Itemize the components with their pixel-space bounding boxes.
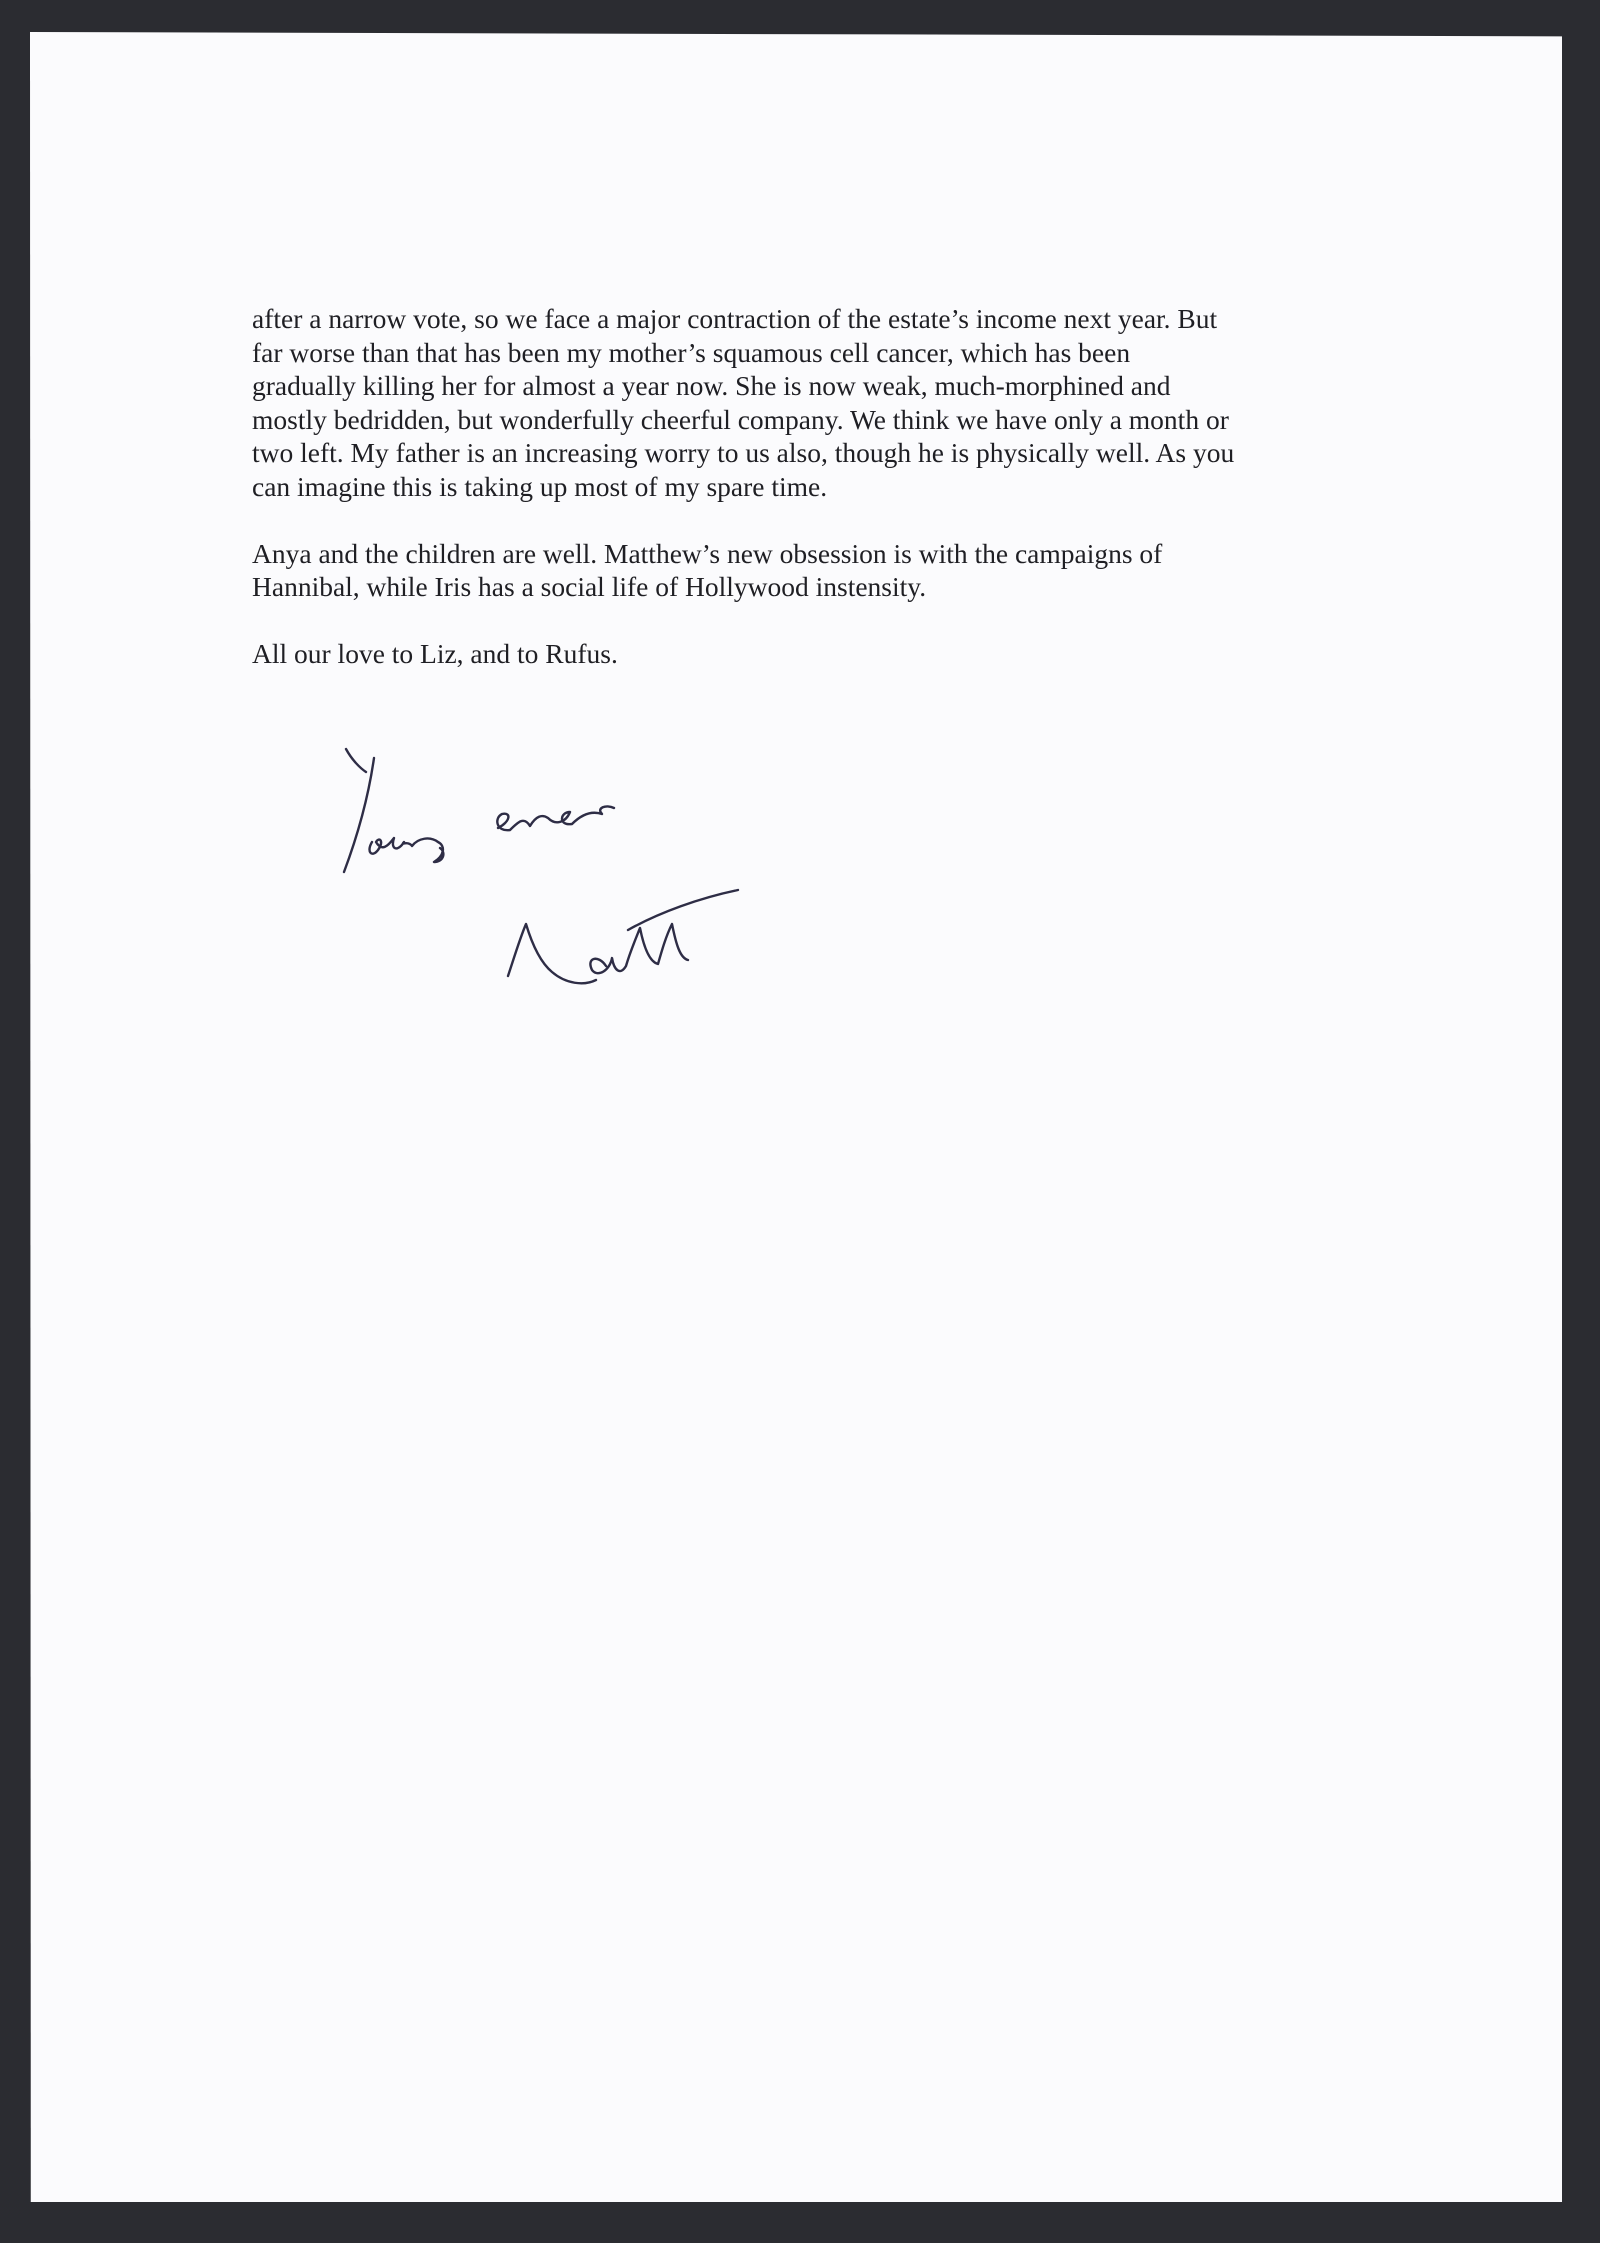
letter-body bbox=[252, 302, 1392, 704]
paragraph-love: All our love to Liz, and to Rufus. bbox=[252, 638, 618, 669]
paragraph-family-news: after a narrow vote, so we face a major contraction of the estate’s income next year. But far worse than that has been my mother’s squamous cell cancer, which has been gradually killing her for almost a year now. She is now weak, much-morphined and mostly bedridden, but wonderfully cheerful company. We think we have only a month or two left. My father is an increasing worry to us also, though he is physically well. As you can imagine this is taking up most of my spare time. bbox=[252, 303, 1235, 502]
paragraph-children: Anya and the children are well. Matthew’s new obsession is with the campaigns of Hannibal, while Iris has a social life of Hollywood instensity. bbox=[252, 537, 1163, 602]
